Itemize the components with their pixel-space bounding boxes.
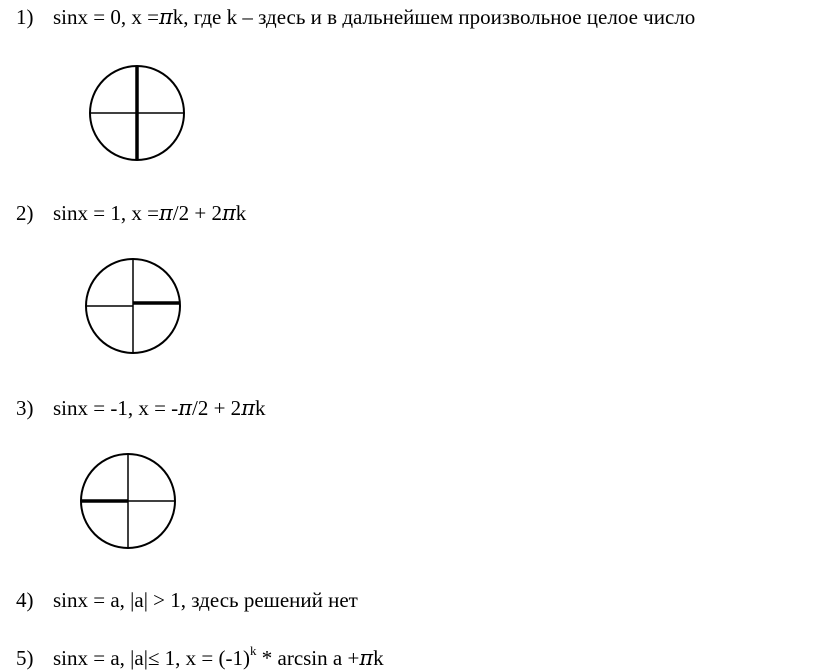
equation-text: sinx = 1, x =π/2 + 2πk <box>53 201 247 225</box>
item-number: 4) <box>16 588 34 612</box>
unit-circle-diagram-3 <box>79 452 177 550</box>
item-number: 5) <box>16 646 34 670</box>
pi-symbol: π <box>241 396 255 420</box>
unit-circle-diagram-2 <box>84 257 182 355</box>
equation-text: sinx = -1, x = -π/2 + 2πk <box>53 396 266 420</box>
equation-text: sinx = 0, x =πk, где k – здесь и в дальнейшем произвольное целое число <box>53 5 696 29</box>
item-number: 1) <box>16 5 34 29</box>
item-number: 3) <box>16 396 34 420</box>
item-number: 2) <box>16 201 34 225</box>
pi-symbol: π <box>158 201 173 225</box>
pi-symbol: π <box>158 5 173 29</box>
pi-symbol: π <box>359 646 374 670</box>
equation-text: sinx = a, |a|≤ 1, $x = (-1)^k * \arcsin a +\pi k$ <box>53 643 384 670</box>
unit-circle-diagram-1 <box>88 64 186 162</box>
pi-symbol: π <box>178 396 192 420</box>
equation-text: sinx = a, |a| > 1, здесь решений нет <box>53 588 358 612</box>
pi-symbol: π <box>221 201 236 225</box>
superscript-k: k <box>250 643 257 658</box>
